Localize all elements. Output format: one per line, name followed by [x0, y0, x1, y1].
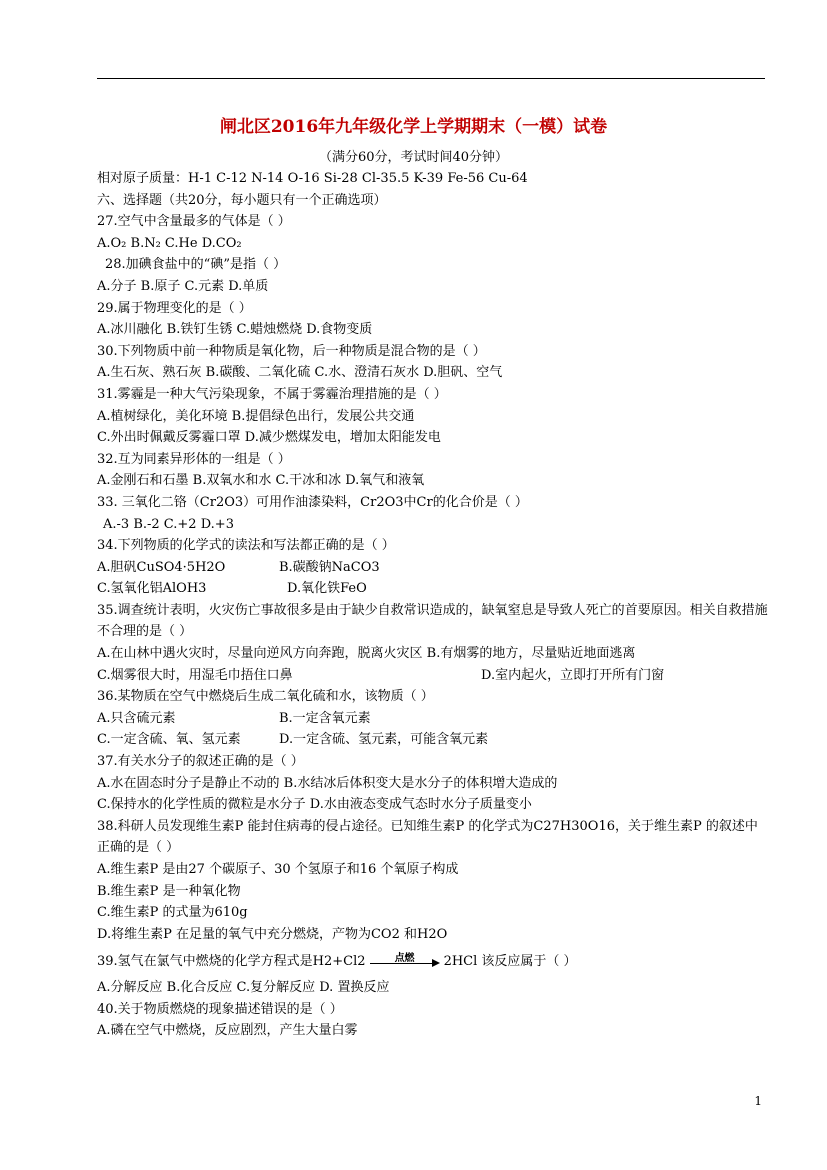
q29-options: A.冰川融化 B.铁钉生锈 C.蜡烛燃烧 D.食物变质	[97, 322, 373, 338]
q33-options: A.-3 B.-2 C.+2 D.+3	[103, 516, 234, 532]
q38-option-d: D.将维生素P 在足量的氧气中充分燃烧，产物为CO2 和H2O	[97, 926, 448, 942]
q34-options-ab	[97, 557, 769, 579]
reaction-condition: 点燃	[394, 952, 415, 964]
q27-stem: 27.空气中含量最多的气体是（ ）	[97, 214, 291, 230]
q39-stem	[97, 951, 769, 973]
q37-options-cd: C.保持水的化学性质的微粒是水分子 D.水由液态变成气态时水分子质量变小	[97, 797, 532, 813]
q39-stem-left: 39.氢气在氯气中燃烧的化学方程式是H2+Cl2	[97, 954, 366, 970]
q40-stem: 40.关于物质燃烧的现象描述错误的是（ ）	[97, 1001, 343, 1017]
q34-option-d: D.氧化铁FeO	[287, 581, 367, 597]
section-heading: 六、选择题（共20分，每小题只有一个正确选项）	[97, 192, 387, 208]
q38-option-b: B.维生素P 是一种氧化物	[97, 883, 241, 899]
q37-options-ab: A.水在固态时分子是静止不动的 B.水结冰后体积变大是水分子的体积增大造成的	[97, 775, 558, 791]
page-subtitle: （满分60分，考试时间40分钟）	[318, 150, 509, 165]
atomic-masses: 相对原子质量：H-1 C-12 N-14 O-16 Si-28 Cl-35.5 K-39 Fe-56 Cu-64	[97, 171, 528, 186]
q32-stem: 32.互为同素异形体的一组是（ ）	[97, 451, 291, 467]
q36-options-ab	[97, 708, 769, 730]
q31-options-ab: A.植树绿化，美化环境 B.提倡绿色出行，发展公共交通	[97, 408, 415, 424]
q28-options: A.分子 B.原子 C.元素 D.单质	[97, 278, 269, 294]
reaction-arrow-icon	[370, 952, 440, 969]
page-title: 闸北区2016年九年级化学上学期期末（一模）试卷	[219, 117, 608, 137]
q40-option-a: A.磷在空气中燃烧，反应剧烈，产生大量白雾	[97, 1023, 358, 1039]
q34-option-b: B.碳酸钠NaCO3	[279, 559, 380, 575]
q38-stem: 38.科研人员发现维生素P 能封住病毒的侵占途径。已知维生素P 的化学式为C27H30O16，关于维生素P 的叙述中正确的是（ ）	[97, 818, 758, 856]
q36-option-c: C.一定含硫、氧、氢元素	[97, 732, 241, 748]
q34-options-cd	[97, 578, 769, 600]
q38-option-a: A.维生素P 是由27 个碳原子、30 个氢原子和16 个氧原子构成	[97, 862, 459, 877]
q34-stem: 34.下列物质的化学式的读法和写法都正确的是（ ）	[97, 538, 395, 554]
q35-option-c: C.烟雾很大时，用湿毛巾捂住口鼻	[97, 667, 293, 683]
q30-stem: 30.下列物质中前一种物质是氧化物，后一种物质是混合物的是（ ）	[97, 343, 486, 359]
q36-option-a: A.只含硫元素	[97, 710, 176, 726]
q28-stem: 28.加碘食盐中的“碘”是指（ ）	[105, 257, 287, 273]
q31-options-cd: C.外出时佩戴反雾霾口罩 D.减少燃煤发电，增加太阳能发电	[97, 430, 441, 446]
q39-options: A.分解反应 B.化合反应 C.复分解反应 D. 置换反应	[97, 979, 390, 995]
q38-option-c: C.维生素P 的式量为610g	[97, 905, 248, 921]
q36-options-cd	[97, 729, 769, 751]
q37-stem: 37.有关水分子的叙述正确的是（ ）	[97, 754, 304, 770]
q34-option-a: A.胆矾CuSO4·5H2O	[97, 559, 226, 575]
q34-option-c: C.氢氧化铝AlOH3	[97, 581, 207, 597]
q32-options: A.金刚石和石墨 B.双氧水和水 C.干冰和冰 D.氧气和液氧	[97, 473, 425, 489]
q35-stem: 35.调查统计表明，火灾伤亡事故很多是由于缺少自救常识造成的，缺氧窒息是导致人死亡的首要原因。相关自救措施不合理的是（ ）	[97, 602, 768, 640]
q30-options: A.生石灰、熟石灰 B.碳酸、二氧化硫 C.水、澄清石灰水 D.胆矾、空气	[97, 365, 503, 381]
q31-stem: 31.雾霾是一种大气污染现象，不属于雾霾治理措施的是（ ）	[97, 386, 447, 402]
q36-option-b: B.一定含氧元素	[279, 710, 371, 726]
q29-stem: 29.属于物理变化的是（ ）	[97, 300, 252, 316]
exam-content	[97, 168, 769, 1042]
q33-stem: 33. 三氧化二铬（Cr2O3）可用作油漆染料，Cr2O3中Cr的化合价是（ ）	[97, 494, 528, 510]
q27-options: A.O₂ B.N₂ C.He D.CO₂	[97, 235, 242, 251]
q35-options-ab: A.在山林中遇火灾时，尽量向逆风方向奔跑，脱离火灾区 B.有烟雾的地方，尽量贴近地面逃离	[97, 646, 636, 662]
header-rule	[97, 78, 765, 79]
page-number: 1	[754, 1094, 762, 1108]
q35-options-cd	[97, 665, 769, 687]
q36-stem: 36.某物质在空气中燃烧后生成二氧化硫和水，该物质（ ）	[97, 689, 434, 705]
q36-option-d: D.一定含硫、氢元素，可能含氧元素	[279, 732, 489, 748]
q39-stem-right: 2HCl 该反应属于（ ）	[443, 954, 577, 970]
q35-option-d: D.室内起火，立即打开所有门窗	[481, 667, 665, 683]
